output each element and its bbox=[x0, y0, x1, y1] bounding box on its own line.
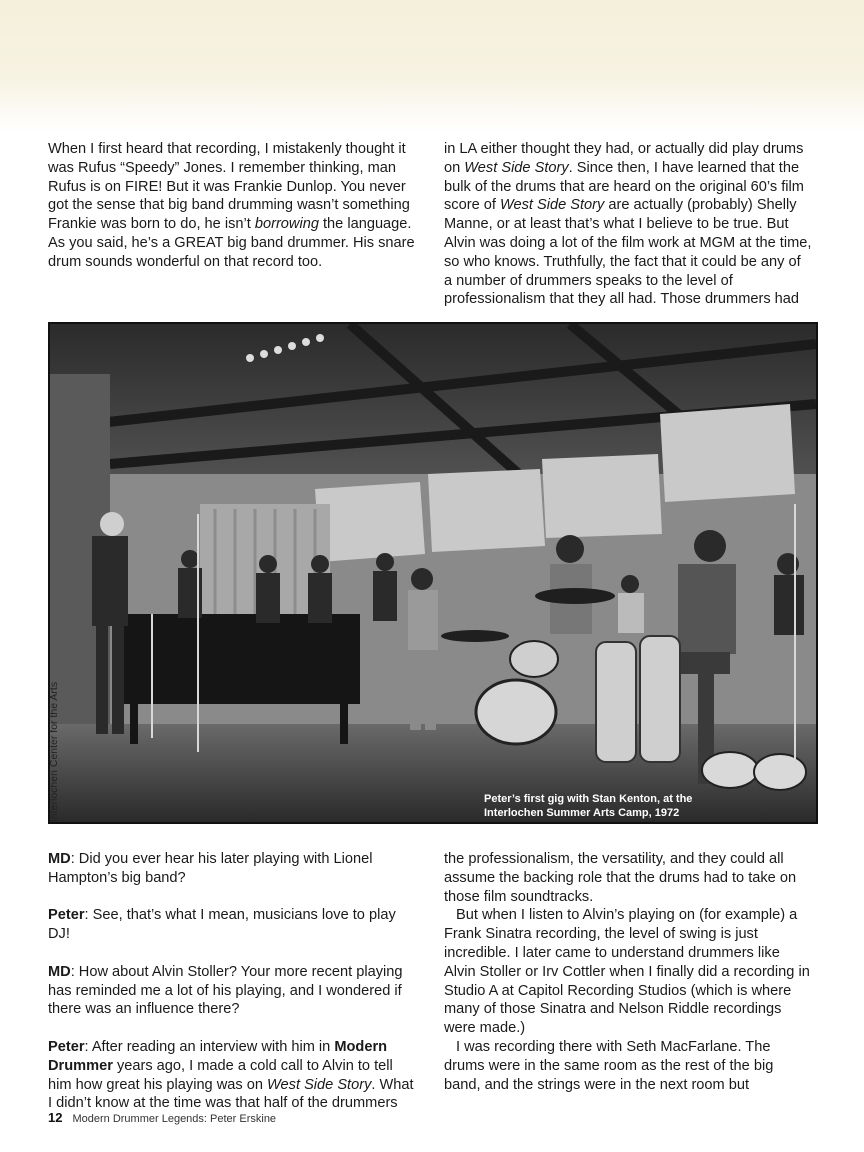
paragraph: the professionalism, the versatility, and they could all assume the backing role that the drums had to take on those film soundtracks. bbox=[444, 851, 797, 905]
paragraph: When I first heard that recording, I mistakenly thought it was Rufus “Speedy” Jones. I remember thinking, man Rufus is on FIRE! But it was Frankie Dunlop. You never got the sense that big band drumming wasn’t something Frankie was born to do, he isn’t borrowing the language. As you said, he’s a GREAT big band drummer. His snare drum sounds wonderful on that record too. bbox=[48, 141, 415, 270]
page-footer bbox=[48, 1110, 276, 1125]
interview-answer: Peter: After reading an interview with him in Modern Drummer years ago, I made a cold call to Alvin to tell him how great his playing was on West Side Story. What I didn’t know at the time was that half of the drummers bbox=[48, 1038, 414, 1112]
text-column-top-left bbox=[48, 140, 416, 272]
caption-line: Peter’s first gig with Stan Kenton, at the bbox=[484, 793, 693, 805]
header-band bbox=[0, 0, 864, 132]
interview-question: MD: Did you ever hear his later playing with Lionel Hampton’s big band? bbox=[48, 851, 373, 886]
band-photo bbox=[48, 322, 818, 824]
text-column-bottom-right bbox=[444, 850, 812, 1094]
text-column-bottom-left bbox=[48, 850, 416, 1113]
paragraph: I was recording there with Seth MacFarlane. The drums were in the same room as the rest of the big band, and the strings were in the next room but bbox=[444, 1038, 774, 1093]
photo-credit: Interlochen Center for the Arts bbox=[48, 681, 60, 822]
photo-caption bbox=[484, 792, 744, 820]
paragraph: in LA either thought they had, or actually did play drums on West Side Story. Since then, I have learned that the bulk of the drums that are heard on the original 60’s film score of West Side Story are actually (probably) Shelly Manne, or at least that’s what I believe to be true. But Alvin was doing a lot of the film work at MGM at the time, so who knows. Truthfully, the fact that it could be any of a number of drummers speaks to the level of professionalism that they all had. Those drummers had bbox=[444, 141, 812, 308]
page-number: 12 bbox=[48, 1110, 63, 1125]
photo-illustration bbox=[50, 324, 816, 822]
caption-line: Interlochen Summer Arts Camp, 1972 bbox=[484, 807, 680, 819]
paragraph: But when I listen to Alvin’s playing on (for example) a Frank Sinatra recording, the level of swing is just incredible. I later came to understand drummers like Alvin Stoller or Irv Cottler when I finally did a recording in Studio A at Capitol Recording Studios (which is where many of those Sinatra and Nelson Riddle recordings were made.) bbox=[444, 907, 810, 1037]
text-column-top-right bbox=[444, 140, 812, 309]
interview-question: MD: How about Alvin Stoller? Your more recent playing has reminded me a lot of his playing, and I wondered if there was an influence there? bbox=[48, 963, 403, 1018]
interview-answer: Peter: See, that’s what I mean, musicians love to play DJ! bbox=[48, 907, 396, 943]
publication-title: Modern Drummer Legends: Peter Erskine bbox=[72, 1113, 277, 1125]
